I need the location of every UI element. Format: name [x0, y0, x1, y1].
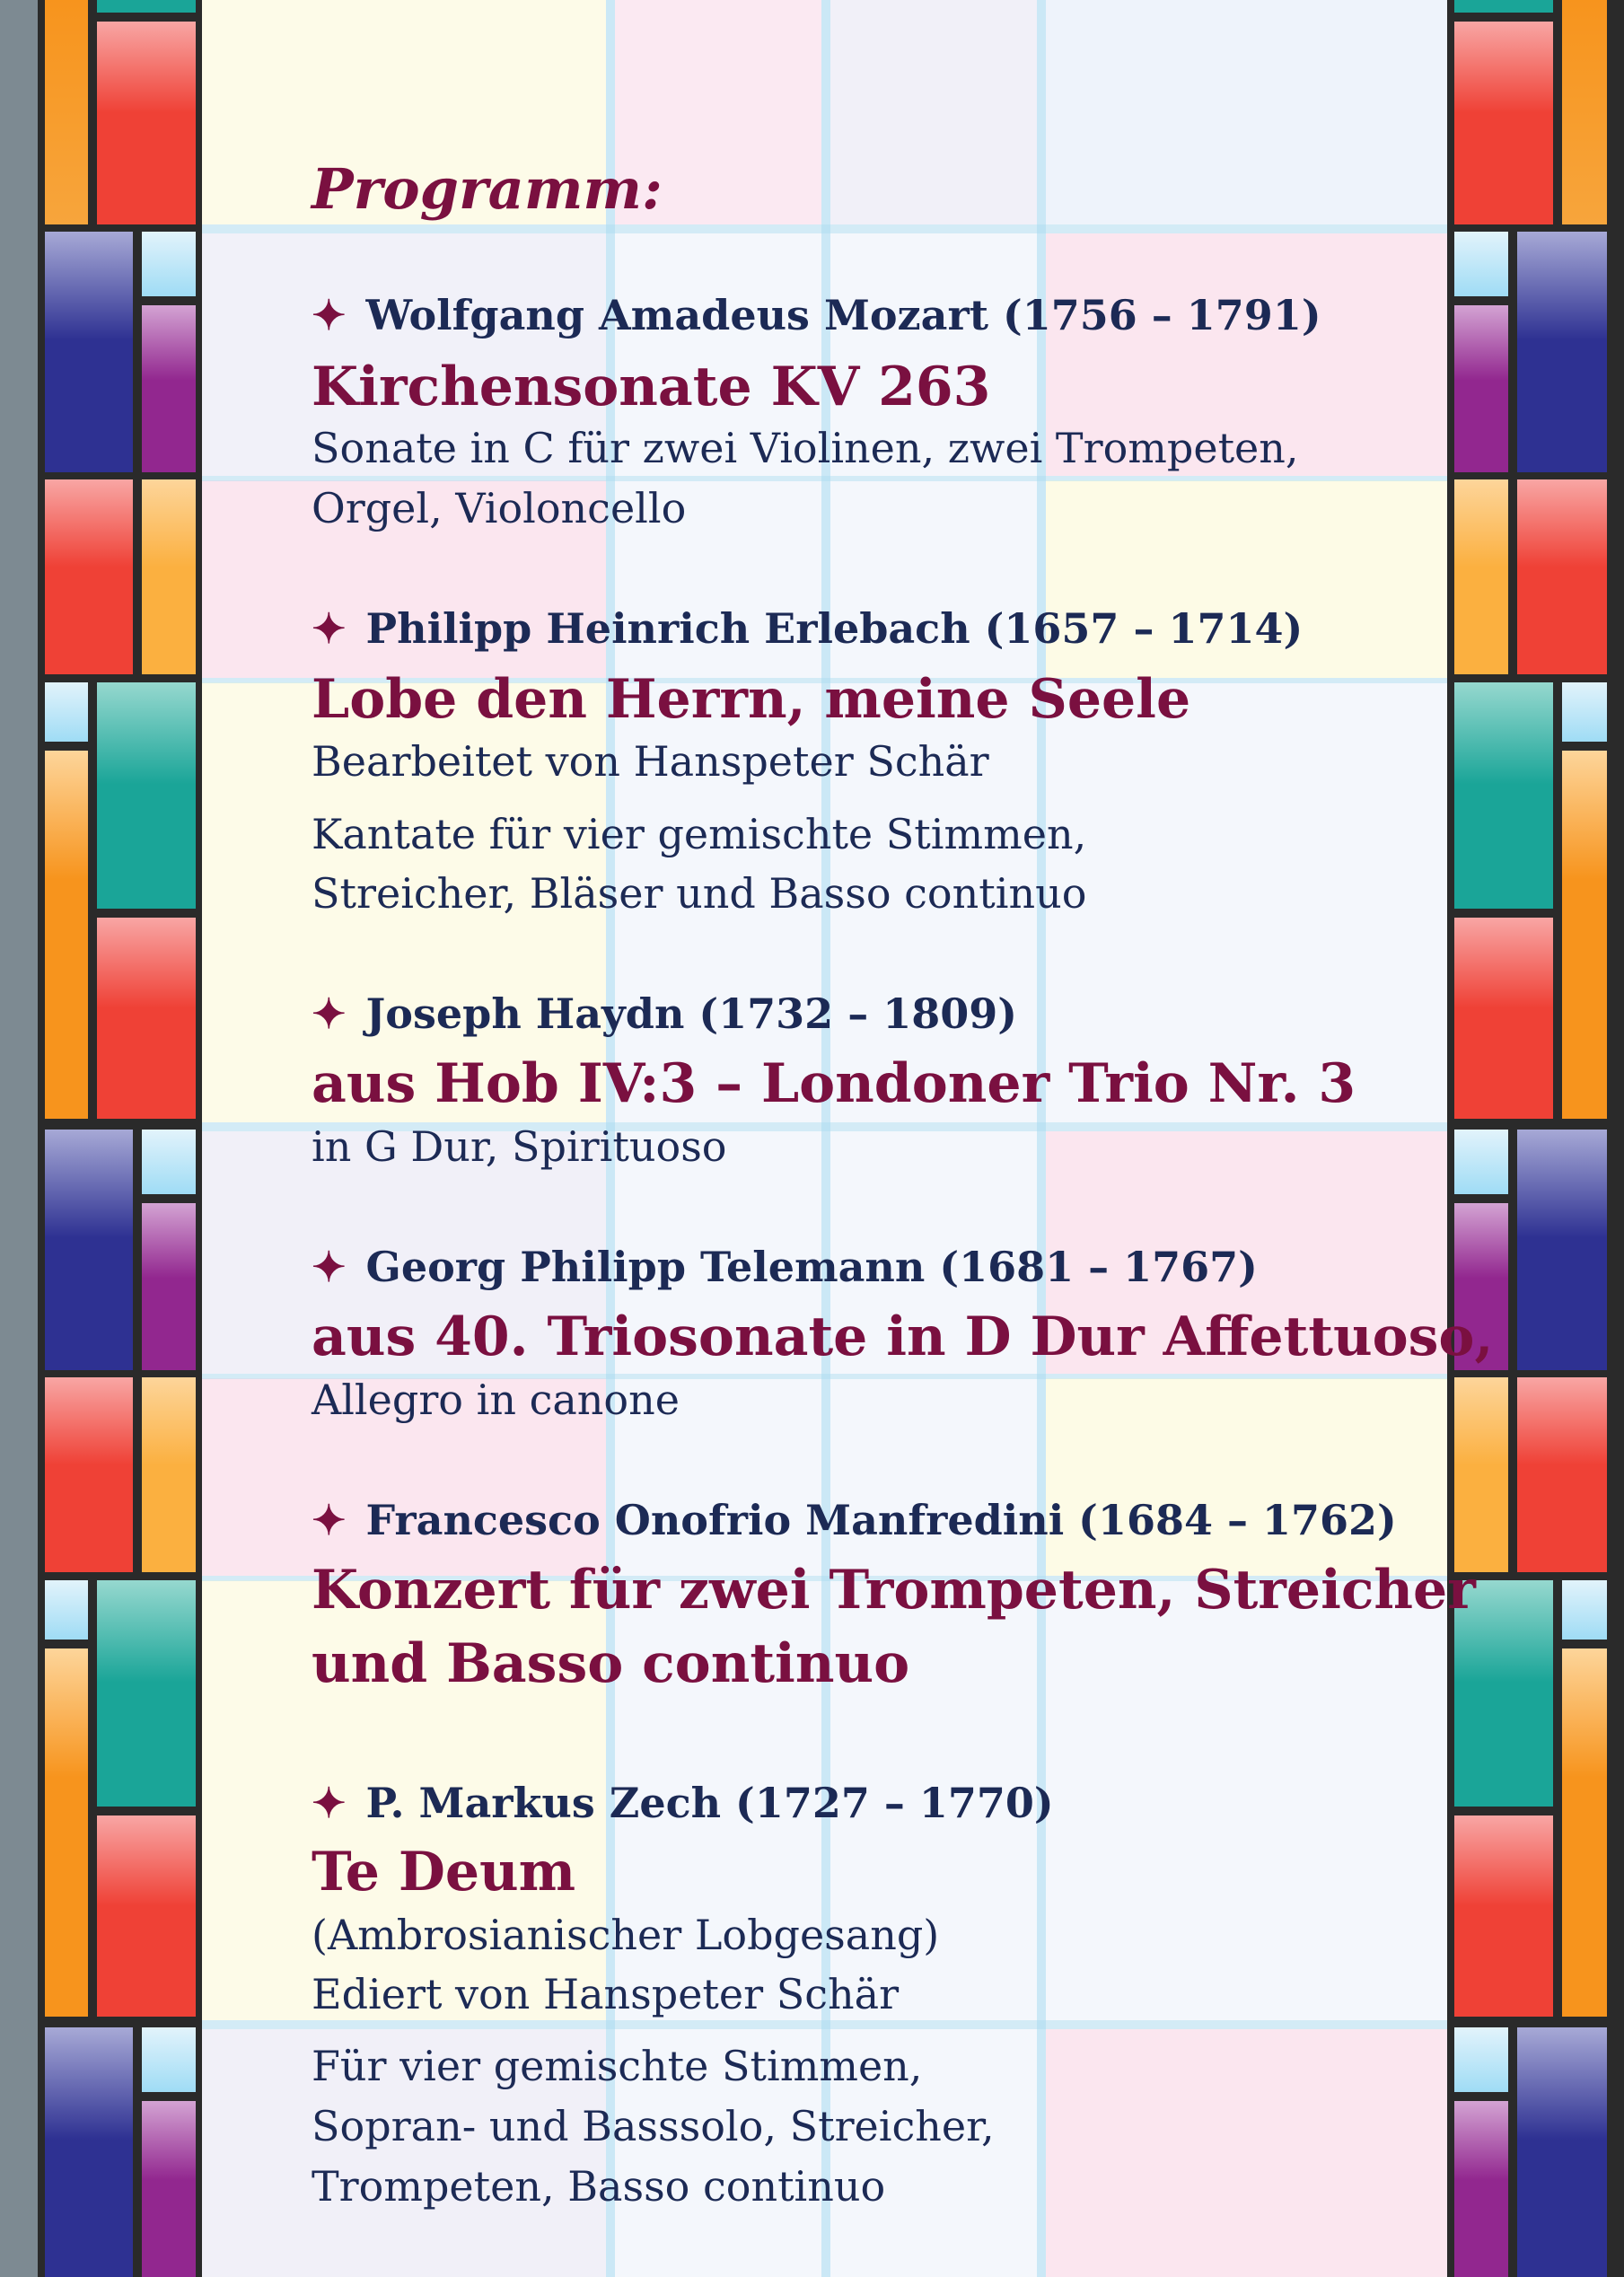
glass-tile — [1454, 0, 1553, 13]
glass-tile — [97, 1580, 196, 1807]
work-title: Konzert für zwei Trompeten, Streicher — [312, 1559, 1476, 1622]
outer-edge-left — [0, 0, 38, 2277]
work-description: Streicher, Bläser und Basso continuo — [312, 869, 1087, 918]
work-description: Sopran- und Basssolo, Streicher, — [312, 2102, 995, 2150]
glass-tile — [1454, 2027, 1508, 2092]
composer-line — [312, 1779, 1054, 1827]
glass-tile — [1517, 2027, 1607, 2277]
work-title: aus 40. Triosonate in D Dur Affettuoso, — [312, 1306, 1494, 1368]
glass-tile — [1454, 22, 1553, 224]
work-description: Orgel, Violoncello — [312, 484, 687, 532]
glass-tile — [1517, 232, 1607, 472]
work-title: und Basso continuo — [312, 1632, 910, 1695]
glass-tile — [142, 1130, 196, 1194]
composer-line — [312, 1496, 1397, 1544]
glass-tile — [1454, 682, 1553, 909]
work-description: Kantate für vier gemischte Stimmen, — [312, 810, 1087, 858]
work-title: aus Hob IV:3 – Londoner Trio Nr. 3 — [312, 1052, 1356, 1115]
glass-tile — [1517, 1377, 1607, 1572]
star-icon: ✦ — [312, 1243, 347, 1291]
composer-name: Wolfgang Amadeus Mozart (1756 – 1791) — [365, 291, 1321, 339]
glass-tile — [45, 1377, 133, 1572]
glass-tile — [45, 2027, 133, 2277]
glass-tile — [1517, 479, 1607, 674]
glass-tile — [45, 682, 88, 742]
composer-line — [312, 291, 1321, 339]
glass-pane — [1046, 1378, 1450, 1576]
glass-tile — [45, 1648, 88, 2017]
composer-name: Georg Philipp Telemann (1681 – 1767) — [365, 1243, 1258, 1291]
composer-line — [312, 1243, 1258, 1291]
glass-tile — [1454, 1377, 1508, 1572]
star-icon: ✦ — [312, 291, 347, 339]
work-description: Für vier gemischte Stimmen, — [312, 2042, 923, 2090]
glass-tile — [45, 479, 133, 674]
glass-tile — [45, 0, 88, 224]
work-description: Ediert von Hanspeter Schär — [312, 1970, 900, 2018]
program-heading: Programm: — [312, 156, 663, 222]
glass-line — [202, 2020, 1450, 2029]
glass-tile — [1562, 0, 1607, 224]
glass-tile — [142, 232, 196, 296]
glass-tile — [97, 918, 196, 1119]
glass-tile — [45, 751, 88, 1119]
glass-tile — [142, 2101, 196, 2277]
glass-tile — [97, 1815, 196, 2017]
glass-tile — [142, 1203, 196, 1370]
star-icon: ✦ — [312, 604, 347, 653]
glass-tile — [1562, 682, 1607, 742]
glass-tile — [45, 1580, 88, 1640]
glass-tile — [45, 1130, 133, 1370]
glass-tile — [1454, 479, 1508, 674]
glass-tile — [1454, 2101, 1508, 2277]
glass-pane — [830, 0, 1037, 224]
work-title: Lobe den Herrn, meine Seele — [312, 668, 1191, 731]
composer-name: P. Markus Zech (1727 – 1770) — [365, 1779, 1054, 1827]
glass-tile — [1562, 751, 1607, 1119]
composer-line — [312, 604, 1303, 653]
work-title: Te Deum — [312, 1841, 576, 1903]
composer-name: Francesco Onofrio Manfredini (1684 – 1762) — [365, 1496, 1397, 1544]
star-icon: ✦ — [312, 989, 347, 1038]
star-icon: ✦ — [312, 1496, 347, 1544]
work-title: Kirchensonate KV 263 — [312, 356, 991, 418]
glass-tile — [1454, 918, 1553, 1119]
glass-tile — [1517, 1130, 1607, 1370]
glass-tile — [1454, 1815, 1553, 2017]
composer-line — [312, 989, 1017, 1038]
glass-tile — [97, 22, 196, 224]
glass-tile — [1454, 1130, 1508, 1194]
glass-tile — [1454, 305, 1508, 472]
glass-tile — [97, 0, 196, 13]
glass-pane — [1046, 2029, 1450, 2277]
glass-pane — [1046, 0, 1450, 224]
work-description: Trompeten, Basso continuo — [312, 2162, 886, 2211]
composer-name: Joseph Haydn (1732 – 1809) — [365, 989, 1018, 1038]
glass-tile — [1454, 232, 1508, 296]
glass-tile — [142, 2027, 196, 2092]
glass-tile — [142, 479, 196, 674]
glass-tile — [45, 232, 133, 472]
glass-tile — [142, 305, 196, 472]
work-description: in G Dur, Spirituoso — [312, 1122, 727, 1171]
glass-tile — [142, 1377, 196, 1572]
glass-line — [1037, 0, 1046, 2277]
star-icon: ✦ — [312, 1779, 347, 1827]
glass-tile — [97, 682, 196, 909]
work-description: Sonate in C für zwei Violinen, zwei Trompeten, — [312, 424, 1299, 472]
glass-line — [202, 224, 1450, 233]
glass-line — [202, 476, 1450, 481]
glass-tile — [1562, 1580, 1607, 1640]
composer-name: Philipp Heinrich Erlebach (1657 – 1714) — [365, 604, 1304, 653]
work-description: (Ambrosianischer Lobgesang) — [312, 1911, 940, 1959]
work-description: Bearbeitet von Hanspeter Schär — [312, 737, 989, 786]
glass-tile — [1562, 1648, 1607, 2017]
work-description: Allegro in canone — [312, 1376, 680, 1424]
